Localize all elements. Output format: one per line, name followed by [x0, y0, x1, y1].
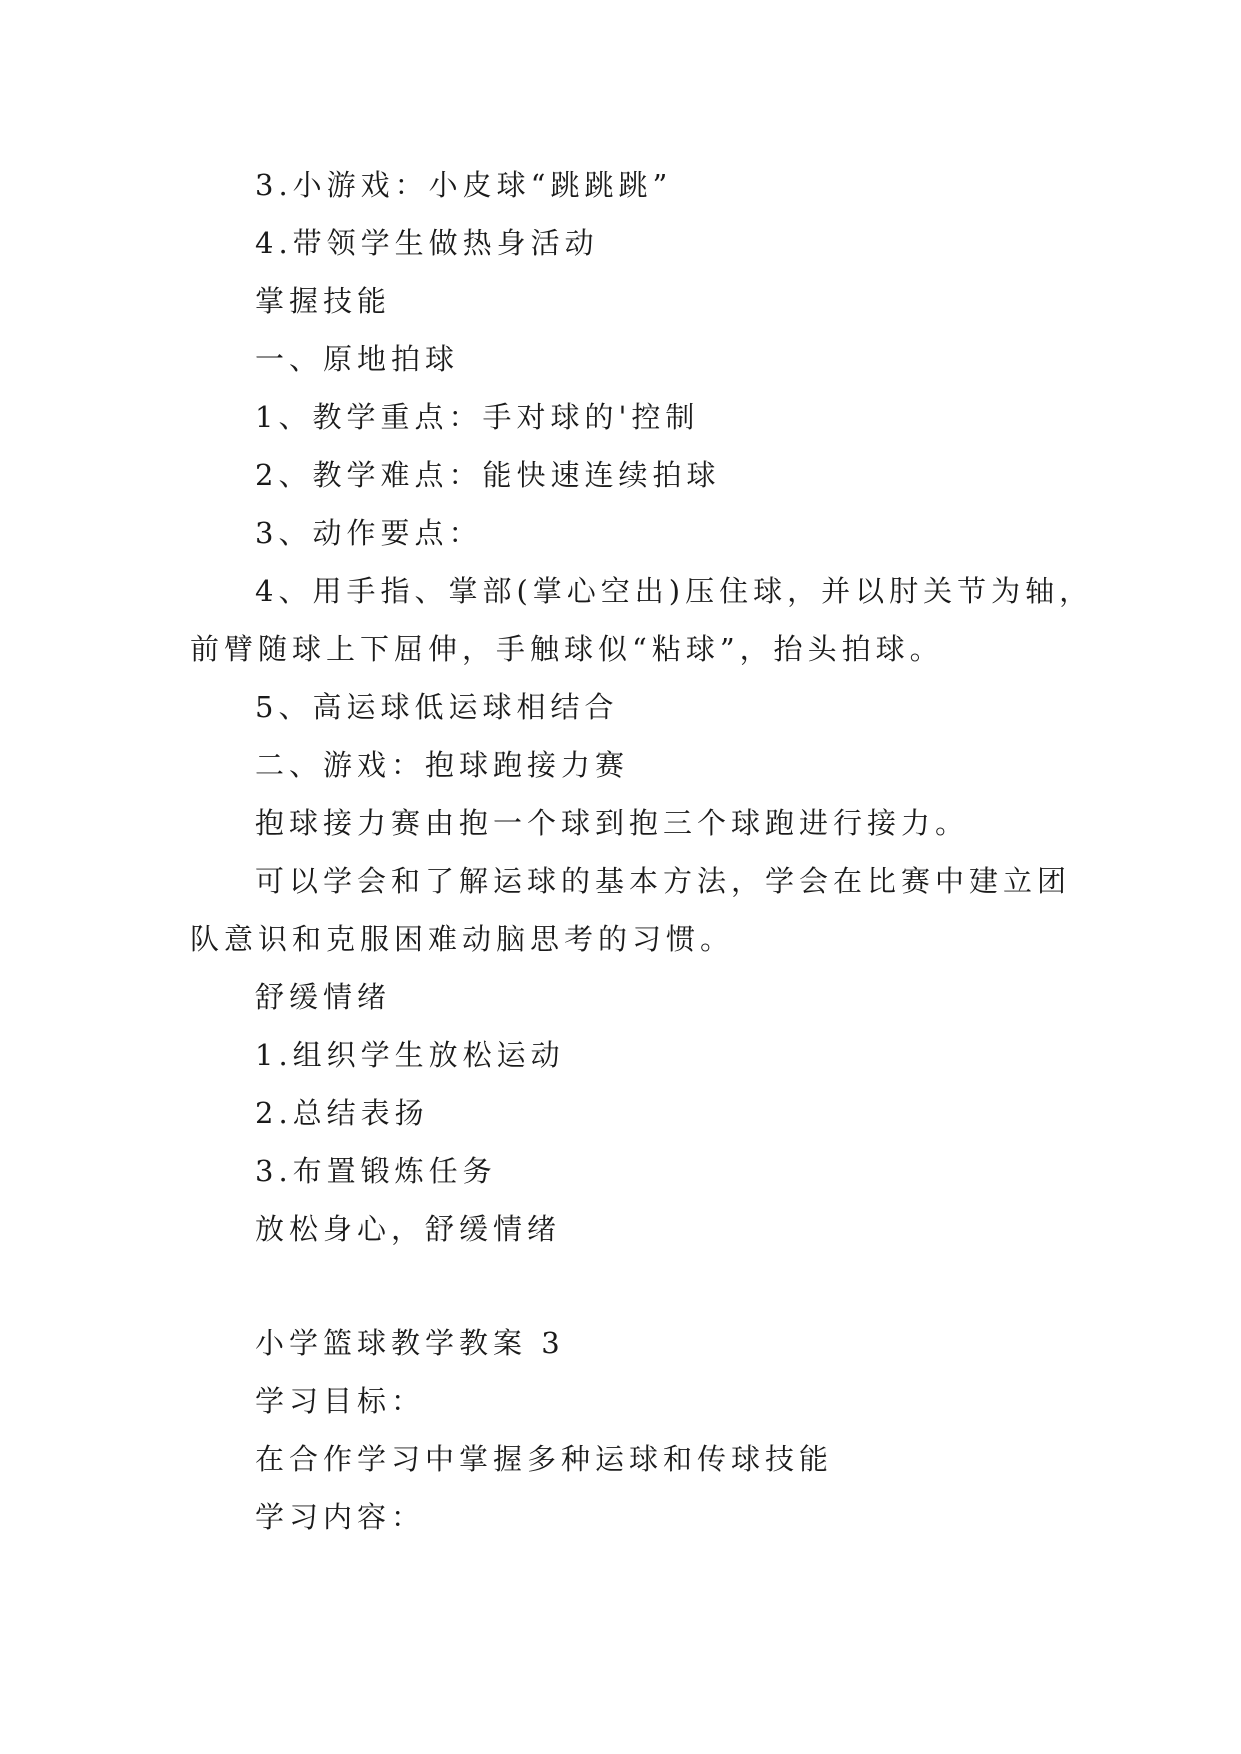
text-line: 1.组织学生放松运动 [255, 1038, 565, 1072]
text-line: 3.布置锻炼任务 [255, 1154, 497, 1188]
text-line: 抱球接力赛由抱一个球到抱三个球跑进行接力。 [255, 806, 970, 840]
text-line: 5、高运球低运球相结合 [255, 690, 619, 724]
section-heading: 学习内容： [255, 1500, 426, 1534]
text-line: 二、游戏：抱球跑接力赛 [255, 748, 630, 782]
text-line: 2.总结表扬 [255, 1096, 429, 1130]
text-line-continuation: 队意识和克服困难动脑思考的习惯。 [190, 922, 735, 956]
section-heading: 舒缓情绪 [255, 980, 392, 1014]
text-line: 在合作学习中掌握多种运球和传球技能 [255, 1442, 834, 1476]
text-line: 可以学会和了解运球的基本方法，学会在比赛中建立团 [255, 864, 1072, 898]
text-line: 2、教学难点：能快速连续拍球 [255, 458, 721, 492]
section-heading: 掌握技能 [255, 284, 392, 318]
text-line: 3.小游戏：小皮球“跳跳跳” [255, 168, 673, 202]
text-line: 4.带领学生做热身活动 [255, 226, 599, 260]
document-title: 小学篮球教学教案 3 [255, 1326, 565, 1360]
text-line: 一、原地拍球 [255, 342, 460, 376]
text-line: 3、动作要点： [255, 516, 483, 550]
text-line: 4、用手指、掌部(掌心空出)压住球，并以肘关节为轴， [255, 574, 1094, 608]
text-line-continuation: 前臂随球上下屈伸，手触球似“粘球”，抬头拍球。 [190, 632, 944, 666]
text-line: 1、教学重点：手对球的'控制 [255, 400, 700, 434]
section-heading: 学习目标： [255, 1384, 426, 1418]
text-line: 放松身心，舒缓情绪 [255, 1212, 562, 1246]
